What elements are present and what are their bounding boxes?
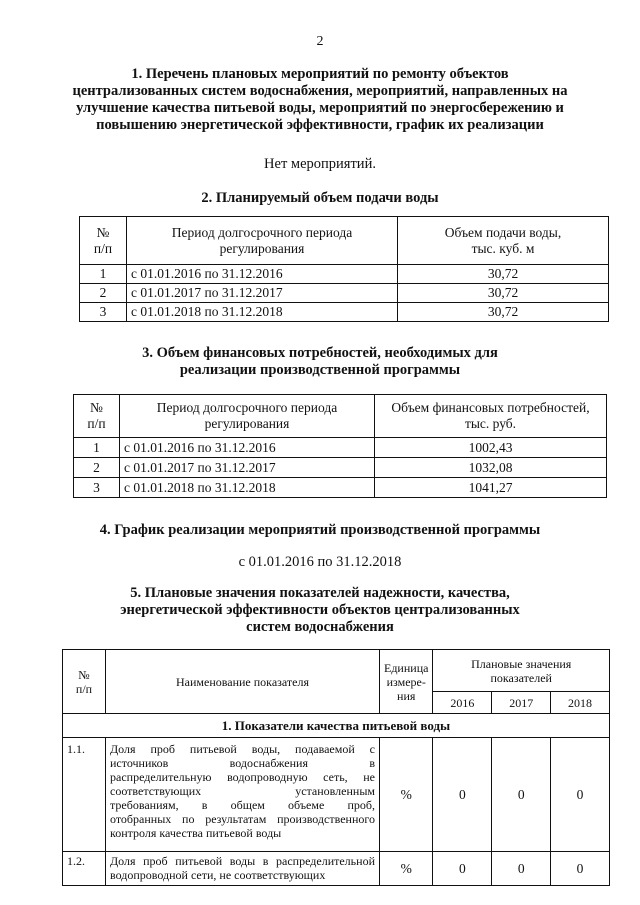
table-row: 3 с 01.01.2018 по 31.12.2018 1041,27 [74,478,607,498]
header-volume: Объем подачи воды, тыс. куб. м [398,217,609,265]
header-num: № п/п [80,217,127,265]
section1-heading: 1. Перечень плановых мероприятий по ремонту объектов централизованных систем водоснабжения, мероприятий, направленных на улучшение качества питьевой воды, мероприятий по энергосбережению и повышению энергетической эффективности, график их реализации [72,66,568,133]
table-row: 2 с 01.01.2017 по 31.12.2017 1032,08 [74,458,607,478]
group-title-quality: 1. Показатели качества питьевой воды [63,714,610,738]
indicator-name: Доля проб питьевой воды в распределительной водопроводной сети, не соответствующих [106,852,380,886]
financial-needs-table [73,394,607,498]
table-row: 1 с 01.01.2016 по 31.12.2016 30,72 [80,265,609,284]
header-planned-values: Плановые значения показателей [433,650,610,692]
water-volume-table [79,216,609,322]
header-year-2016: 2016 [433,692,492,714]
section4-heading: 4. График реализации мероприятий производственной программы [99,522,541,538]
section2-heading: 2. Планируемый объем подачи воды [201,190,439,206]
header-unit: Единица измере- ния [380,650,433,714]
table-row: 1.2. Доля проб питьевой воды в распределительной водопроводной сети, не соответствующих % 0 0 0 [63,852,610,886]
table-header-row [80,217,609,265]
header-num: № п/п [74,395,120,438]
table-header-row [74,395,607,438]
header-num: № п/п [63,650,106,714]
group-row [63,714,610,738]
section4-text: с 01.01.2016 по 31.12.2018 [238,554,402,570]
table-header-row [63,650,610,692]
table-row: 1 с 01.01.2016 по 31.12.2016 1002,43 [74,438,607,458]
page-number: 2 [316,34,324,49]
header-finance: Объем финансовых потребностей, тыс. руб. [375,395,607,438]
table-row: 1.1. Доля проб питьевой воды, подаваемой с источников водоснабжения в распределительную водопроводную сеть, не соответствующих установленным требованиям, в общем объеме проб, отобранных по результатам производственного контроля качества питьевой воды % 0 0 0 [63,738,610,852]
indicators-table [62,649,610,886]
header-indicator-name: Наименование показателя [106,650,380,714]
header-year-2017: 2017 [492,692,551,714]
header-year-2018: 2018 [551,692,610,714]
table-row: 3 с 01.01.2018 по 31.12.2018 30,72 [80,303,609,322]
section3-heading: 3. Объем финансовых потребностей, необходимых для реализации производственной программы [142,345,498,378]
section5-heading: 5. Плановые значения показателей надежности, качества, энергетической эффективности объектов централизованных систем водоснабжения [120,585,520,635]
section1-text: Нет мероприятий. [264,156,376,172]
header-period: Период долгосрочного периода регулирования [120,395,375,438]
indicator-name: Доля проб питьевой воды, подаваемой с источников водоснабжения в распределительную водопроводную сеть, не соответствующих установленным требованиям, в общем объеме проб, отобранных по результатам производственного контроля качества питьевой воды [106,738,380,852]
header-period: Период долгосрочного периода регулирования [127,217,398,265]
table-row: 2 с 01.01.2017 по 31.12.2017 30,72 [80,284,609,303]
